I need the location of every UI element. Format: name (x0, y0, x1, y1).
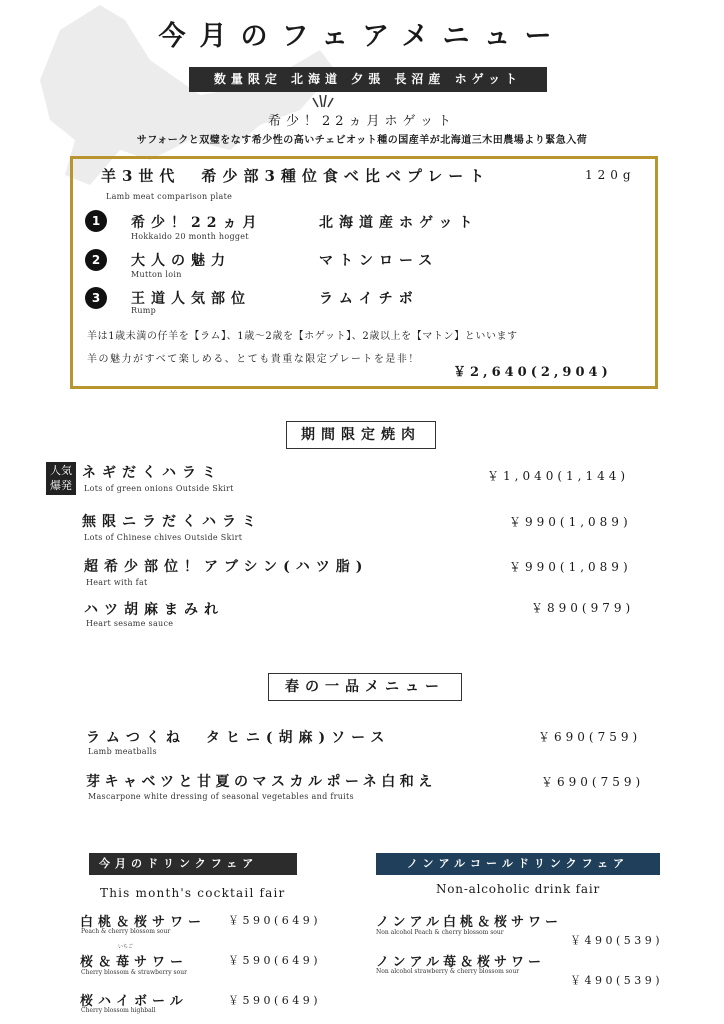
yakiniku-heading: 期間限定焼肉 (286, 421, 436, 449)
spring-item-name: ラムつくね タヒニ(胡麻)ソース (86, 730, 391, 746)
drink-fair-subtitle: This month's cocktail fair (100, 886, 286, 900)
plate-item-en: Mutton loin (131, 270, 182, 279)
yakiniku-item-en: Lots of green onions Outside Skirt (84, 484, 234, 493)
spring-item-price: ￥690(759) (541, 775, 645, 789)
yakiniku-item-en: Lots of Chinese chives Outside Skirt (84, 533, 243, 542)
plate-note-2: 羊の魅力がすべて楽しめる、とても貴重な限定プレートを是非！ (87, 354, 420, 365)
item-number-3: 3 (85, 287, 107, 309)
drink-price: ￥490(539) (570, 934, 664, 947)
spring-heading: 春の一品メニュー (268, 673, 462, 701)
yakiniku-item-name: 超希少部位！アブシン(ハツ脂) (84, 559, 369, 575)
drink-price: ￥590(649) (228, 994, 322, 1007)
yakiniku-item-price: ￥1,040(1,144) (487, 469, 630, 483)
yakiniku-item-name: 無限ニラだくハラミ (82, 514, 262, 530)
ruby-text: いちご (118, 944, 134, 950)
item-number-2: 2 (85, 249, 107, 271)
plate-item-name: 大人の魅力 (131, 253, 231, 269)
plate-box (70, 156, 658, 389)
drink-en: Cherry blossom & strawberry sour (81, 969, 187, 976)
plate-item-name: 王道人気部位 (131, 291, 251, 307)
drink-en: Peach & cherry blossom sour (81, 928, 171, 935)
spring-item-price: ￥690(759) (538, 730, 642, 744)
plate-en: Lamb meat comparison plate (106, 192, 233, 201)
drink-name: ノンアル白桃＆桜サワー (376, 915, 562, 930)
plate-item-desc: 北海道産ホゲット (319, 215, 479, 231)
page-title: 今月のフェアメニュー (158, 21, 566, 52)
sparkle-icon (308, 95, 338, 109)
plate-item-desc: マトンロース (319, 253, 439, 269)
yakiniku-item-name: ネギだくハラミ (82, 465, 222, 481)
yakiniku-item-en: Heart with fat (86, 578, 148, 587)
item-number-1: 1 (85, 210, 107, 232)
nonalcohol-subtitle: Non-alcoholic drink fair (435, 882, 601, 896)
drink-en: Cherry blossom highball (81, 1007, 156, 1014)
plate-item-en: Hokkaido 20 month hogget (131, 232, 249, 241)
plate-item-desc: ラムイチボ (319, 291, 419, 307)
spring-item-en: Lamb meatballs (88, 747, 157, 756)
drink-price: ￥590(649) (228, 914, 322, 927)
yakiniku-item-name: ハツ胡麻まみれ (84, 602, 224, 618)
plate-note-1: 羊は1歳未満の仔羊を【ラム】、1歳〜2歳を【ホゲット】、2歳以上を【マトン】といいます (87, 331, 518, 342)
drink-price: ￥490(539) (570, 974, 664, 987)
badge-line-2: 爆発 (50, 479, 72, 492)
rare-hogget-line: 希少！22ヵ月ホゲット (267, 114, 457, 129)
drink-price: ￥590(649) (228, 954, 322, 967)
intro-text: サフォークと双璧をなす希少性の高いチェビオット種の国産羊が北海道三木田農場より緊急入荷 (136, 135, 588, 146)
spring-item-en: Mascarpone white dressing of seasonal vegetables and fruits (88, 792, 354, 801)
plate-price: ￥2,640(2,904) (453, 365, 612, 380)
limited-banner: 数量限定 北海道 夕張 長沼産 ホゲット (189, 67, 547, 92)
drink-en: Non alcohol Peach & cherry blossom sour (376, 929, 504, 936)
drink-en: Non alcohol strawberry & cherry blossom sour (376, 968, 520, 975)
drink-name: 白桃＆桜サワー (80, 915, 207, 930)
yakiniku-item-price: ￥890(979) (531, 601, 635, 615)
badge-line-1: 人気 (50, 464, 72, 477)
plate-title: 羊3世代 希少部3種位食べ比べプレート (101, 167, 491, 185)
drink-fair-heading: 今月のドリンクフェア (89, 853, 297, 875)
drink-name: ノンアル苺＆桜サワー (376, 955, 545, 970)
spring-item-name: 芽キャベツと甘夏のマスカルポーネ白和え (86, 774, 437, 790)
drink-name: 桜＆苺サワー (80, 955, 189, 970)
yakiniku-item-en: Heart sesame sauce (86, 619, 174, 628)
nonalcohol-heading: ノンアルコールドリンクフェア (376, 853, 660, 875)
popular-badge (46, 462, 76, 495)
drink-name: 桜ハイボール (80, 994, 188, 1009)
plate-item-en: Rump (131, 306, 157, 315)
yakiniku-item-price: ￥990(1,089) (509, 515, 632, 529)
yakiniku-item-price: ￥990(1,089) (509, 560, 632, 574)
plate-weight: 120g (585, 168, 636, 182)
plate-item-name: 希少！22ヵ月 (131, 215, 263, 231)
